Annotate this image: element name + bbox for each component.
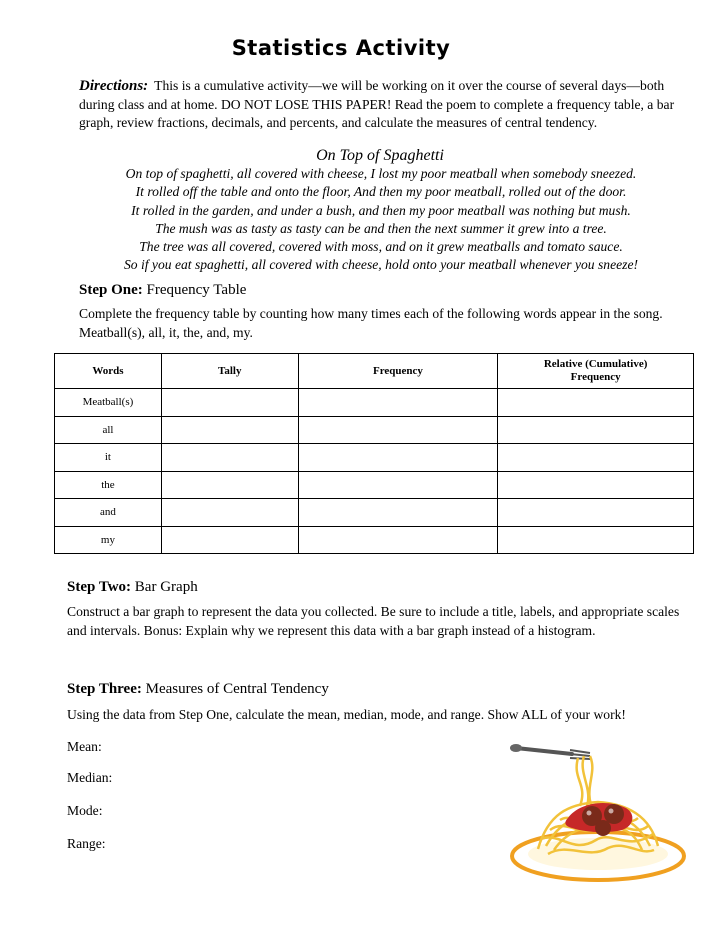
relative-cell[interactable]	[498, 526, 694, 554]
poem-line: It rolled in the garden, and under a bush, and then my poor meatball was nothing but mush.	[131, 202, 631, 218]
table-row	[55, 526, 694, 554]
header-words: Words	[55, 354, 162, 389]
poem	[79, 165, 683, 275]
word-cell: and	[55, 499, 162, 527]
step-three-text: Using the data from Step One, calculate the mean, median, mode, and range. Show ALL of your work!	[67, 707, 626, 722]
word-cell: it	[55, 444, 162, 472]
median-label: Median:	[67, 770, 113, 785]
step-one-heading	[79, 282, 246, 299]
step-two-heading	[67, 579, 198, 596]
step-three-label: Step Three:	[67, 681, 142, 697]
poem-title: On Top of Spaghetti	[316, 147, 444, 164]
table-header-row	[55, 354, 694, 389]
word-cell: my	[55, 526, 162, 554]
tally-cell[interactable]	[161, 389, 298, 417]
step-three-name: Measures of Central Tendency	[145, 681, 329, 697]
step-one-label: Step One:	[79, 282, 143, 298]
step-one-text: Complete the frequency table by counting how many times each of the following words appear in the song. Meatball(s), all, it, the, and, my.	[79, 306, 663, 340]
relative-cell[interactable]	[498, 416, 694, 444]
relative-cell[interactable]	[498, 444, 694, 472]
frequency-table	[54, 353, 694, 554]
fork-icon	[510, 744, 590, 759]
header-relative-line1: Relative (Cumulative)	[543, 358, 648, 370]
word-cell: the	[55, 471, 162, 499]
tally-cell[interactable]	[161, 471, 298, 499]
tally-cell[interactable]	[161, 416, 298, 444]
table-row	[55, 389, 694, 417]
step-two-label: Step Two:	[67, 579, 132, 595]
frequency-cell[interactable]	[298, 389, 498, 417]
step-one-name: Frequency Table	[146, 282, 247, 298]
table-row	[55, 444, 694, 472]
directions-text: This is a cumulative activity—we will be working on it over the course of several days—both during class and at home. DO NOT LOSE THIS PAPER! Read the poem to complete a frequency table, a bar graph, review fractions, decimals, and percents, and calculate the measures of central tendency.	[79, 78, 675, 130]
word-cell: Meatball(s)	[55, 389, 162, 417]
header-relative-line2: Frequency	[570, 371, 621, 383]
poem-line: On top of spaghetti, all covered with cheese, I lost my poor meatball when somebody sneezed.	[125, 166, 637, 181]
tally-cell[interactable]	[161, 444, 298, 472]
poem-line: It rolled off the table and onto the floor, And then my poor meatball, rolled out of the door.	[135, 184, 627, 200]
header-relative	[498, 354, 694, 389]
step-two-text: Construct a bar graph to represent the data you collected. Be sure to include a title, labels, and appropriate scales and intervals. Bonus: Explain why we represent this data with a bar graph instead of a histogram.	[67, 604, 680, 638]
mean-label: Mean:	[67, 739, 102, 754]
relative-cell[interactable]	[498, 389, 694, 417]
frequency-cell[interactable]	[298, 471, 498, 499]
range-label: Range:	[67, 836, 106, 851]
poem-line: So if you eat spaghetti, all covered with cheese, hold onto your meatball whenever you sneeze!	[123, 257, 639, 273]
frequency-cell[interactable]	[298, 499, 498, 527]
table-row	[55, 471, 694, 499]
tally-cell[interactable]	[161, 526, 298, 554]
relative-cell[interactable]	[498, 499, 694, 527]
step-two-name: Bar Graph	[134, 579, 198, 595]
tally-cell[interactable]	[161, 499, 298, 527]
spaghetti-plate-icon	[508, 734, 688, 884]
poem-line: The mush was as tasty as tasty can be and then the next summer it grew into a tree.	[155, 220, 607, 236]
directions	[79, 77, 683, 133]
frequency-cell[interactable]	[298, 416, 498, 444]
frequency-cell[interactable]	[298, 444, 498, 472]
page-title: Statistics Activity	[231, 36, 451, 60]
header-frequency: Frequency	[298, 354, 498, 389]
mode-label: Mode:	[67, 803, 103, 818]
poem-line: The tree was all covered, covered with moss, and on it grew meatballs and tomato sauce.	[139, 239, 623, 255]
word-cell: all	[55, 416, 162, 444]
table-row	[55, 499, 694, 527]
table-row	[55, 416, 694, 444]
directions-label: Directions:	[79, 78, 149, 94]
step-three-heading	[67, 681, 329, 698]
frequency-cell[interactable]	[298, 526, 498, 554]
relative-cell[interactable]	[498, 471, 694, 499]
header-tally: Tally	[161, 354, 298, 389]
